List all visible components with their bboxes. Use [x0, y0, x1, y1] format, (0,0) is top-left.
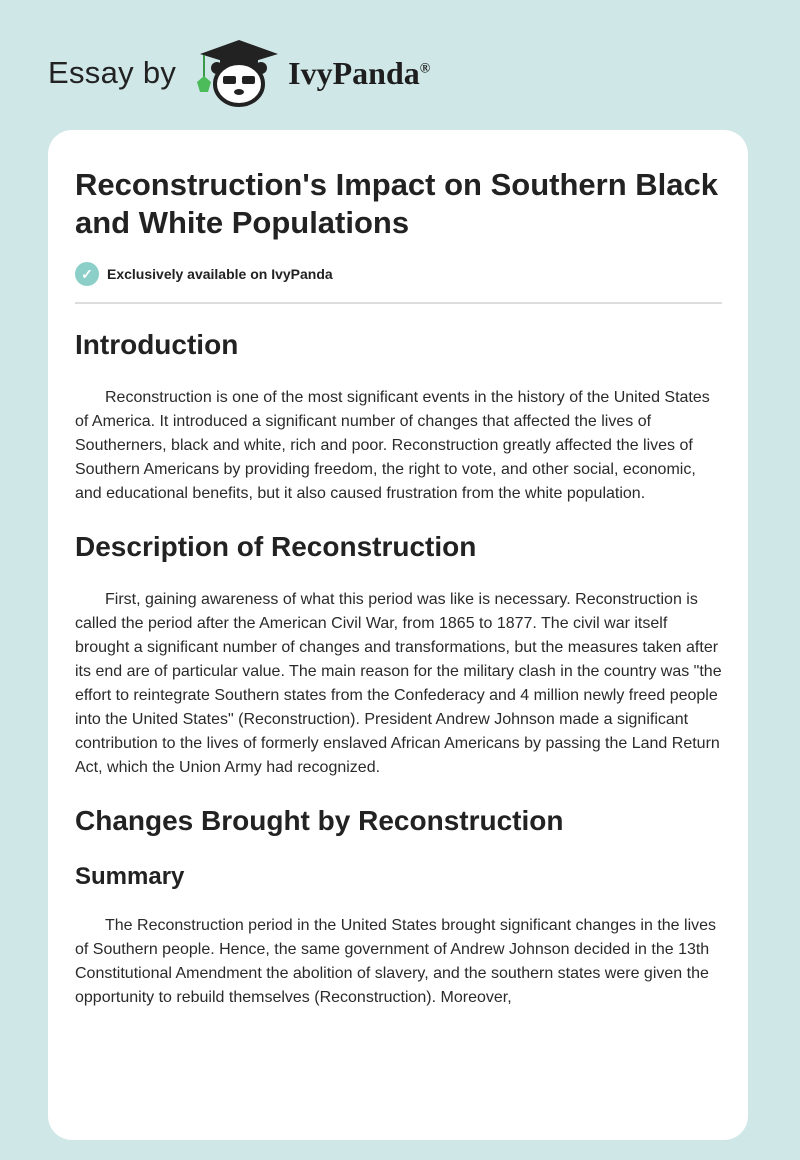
site-header: [48, 38, 430, 108]
brand-name: IvyPanda: [288, 54, 420, 91]
check-circle-icon: ✓: [75, 262, 99, 286]
section-paragraph: First, gaining awareness of what this period was like is necessary. Reconstruction is called the period after the American Civil War, from 1865 to 1877. The civil war itself brought a significant number of changes and transformations, but the measures taken after its end are of particular value. The main reason for the military clash in the country was "the effort to reintegrate Southern states from the Confederacy and 4 million newly freed people into the United States" (Reconstruction). President Andrew Johnson made a significant contribution to the lives of formerly enslaved African Americans by passing the Land Return Act, which the Union Army had recognized.: [75, 591, 722, 776]
subsection-heading: Summary: [75, 863, 185, 890]
badge-label: Exclusively available on IvyPanda: [107, 266, 333, 282]
section-paragraph: The Reconstruction period in the United States brought significant changes in the lives of Southern people. Hence, the same government of Andrew Johnson decided in the 13th Constitutional Amendment the abolition of slavery, and the southern states were given the opportunity to rebuild themselves (Reconstruction). Moreover,: [75, 917, 717, 1006]
section-heading: Description of Reconstruction: [75, 531, 477, 562]
ivypanda-logo[interactable]: [194, 38, 430, 108]
essay-card: [48, 130, 748, 1140]
registered-mark: ®: [419, 60, 431, 76]
essay-title: Reconstruction's Impact on Southern Black and White Populations: [75, 167, 718, 240]
section-paragraph: Reconstruction is one of the most significant events in the history of the United States of America. It introduced a significant number of changes that affected the lives of Southerners, black and white, rich and poor. Reconstruction greatly affected the lives of Southern Americans by providing freedom, the right to vote, and other social, economic, and educational benefits, but it also caused frustration from the white population.: [75, 389, 710, 502]
essay-by-label: Essay by: [48, 55, 177, 90]
section-heading: Changes Brought by Reconstruction: [75, 805, 564, 836]
section-heading: Introduction: [75, 329, 239, 360]
panda-graduate-icon: [194, 38, 284, 108]
exclusive-badge: [75, 262, 722, 304]
